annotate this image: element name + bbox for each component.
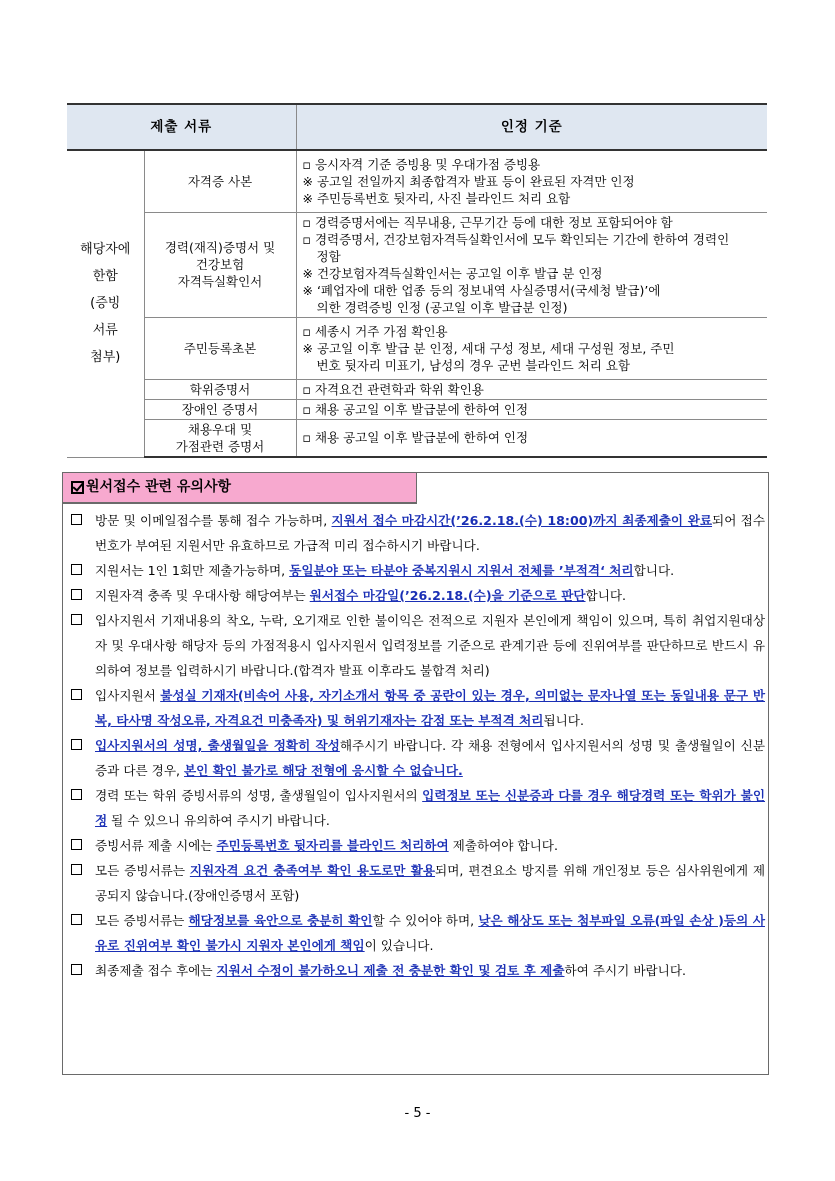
criteria-line: ▫ 자격요건 관련학과 학위 확인용 <box>302 381 484 397</box>
notice-text <box>95 558 765 583</box>
plain-text: 지원서는 1인 1회만 제출가능하며, <box>95 563 290 578</box>
plain-text: 증빙서류 제출 시에는 <box>95 838 217 853</box>
document-name-line: 자격증 사본 <box>187 173 253 189</box>
plain-text: 방문 및 이메일접수를 통해 접수 가능하며, <box>95 513 332 528</box>
notice-text <box>95 508 765 558</box>
plain-text: 합니다. <box>633 563 675 578</box>
highlighted-text: 입사지원서의 성명, 출생월일을 정확히 작성 <box>95 738 340 753</box>
table-row <box>67 150 767 212</box>
document-name-line: 자격득실확인서 <box>177 274 263 289</box>
document-name-line: 주민등록초본 <box>183 340 257 356</box>
table-row <box>67 212 767 317</box>
table-row <box>67 419 767 457</box>
notice-text <box>95 583 765 608</box>
checkbox-icon <box>71 789 82 800</box>
document-name <box>144 419 296 457</box>
criteria-line: ▫ 경력증명서에는 직무내용, 근무기간 등에 대한 정보 포함되어야 함 <box>302 214 673 230</box>
highlighted-text: 해당정보를 육안으로 충분히 확인 <box>188 913 373 928</box>
group-label <box>67 150 144 457</box>
document-name <box>144 399 296 419</box>
criteria-cell <box>296 317 767 379</box>
document-name <box>144 317 296 379</box>
list-item <box>68 908 765 958</box>
checkbox-icon <box>71 864 82 875</box>
plain-text: 될 수 있으니 유의하여 주시기 바랍니다. <box>107 813 330 828</box>
checkbox-icon <box>71 514 82 525</box>
criteria-line: ※ 주민등록번호 뒷자리, 사진 블라인드 처리 요함 <box>302 190 571 206</box>
table-header-row <box>67 104 767 150</box>
plain-text: 되며, 편견요소 방지를 위해 개인정보 등은 심사위원에게 제공되지 않습니다.(장애인증명서 포함) <box>95 863 766 903</box>
notice-text <box>95 908 765 958</box>
document-name <box>144 379 296 399</box>
plain-text: 최종제출 접수 후에는 <box>95 963 217 978</box>
list-item <box>68 583 765 608</box>
plain-text: 제출하여야 합니다. <box>448 838 558 853</box>
criteria-line: ※ 건강보험자격득실확인서는 공고일 이후 발급 분 인정 <box>302 265 603 281</box>
highlighted-text: 지원서 수정이 불가하오니 제출 전 충분한 확인 및 검토 후 제출 <box>216 963 565 978</box>
criteria-cell <box>296 150 767 212</box>
required-documents-table <box>67 103 767 458</box>
highlighted-text: 불성실 기재자(비속어 사용, 자기소개서 항목 중 공란이 있는 경우, 의미없는 문자나열 또는 동일내용 문구 반복, 타사명 작성오류, 자격요건 미충족자) 및 허위기재자는 감점 또는 부적격 처리 <box>95 688 765 728</box>
group-label-line: (증빙 <box>90 296 121 312</box>
table-row <box>67 399 767 419</box>
notice-text <box>95 833 765 858</box>
criteria-line: ※ 공고일 이후 발급 분 인정, 세대 구성 정보, 세대 구성원 정보, 주민 <box>302 340 675 356</box>
checkbox-icon <box>71 689 82 700</box>
notice-text <box>95 683 765 733</box>
criteria-line: 번호 뒷자리 미표기, 남성의 경우 군번 블라인드 처리 요함 <box>316 357 630 373</box>
notice-header <box>62 472 417 504</box>
notice-list <box>68 508 765 983</box>
plain-text: 입사지원서 기재내용의 착오, 누락, 오기재로 인한 불이익은 전적으로 지원자 본인에게 책임이 있으며, 특히 취업지원대상자 및 우대사항 해당자 등의 가점적용시 입사지원서 입력정보를 기준으로 관계기관 등에 진위여부를 판단하므로 반드시 유의하여 정보를 입력하시기 바랍니다.(합격자 발표 이후라도 불합격 처리) <box>95 613 765 678</box>
plain-text: 합니다. <box>585 588 627 603</box>
plain-text: 되어 접수번호가 부여된 지원서만 유효하므로 가급적 미리 접수하시기 바랍니다. <box>95 513 765 553</box>
checkbox-icon <box>71 614 82 625</box>
plain-text: 입사지원서 <box>95 688 161 703</box>
table-row <box>67 379 767 399</box>
list-item <box>68 608 765 683</box>
document-name-line: 채용우대 및 <box>187 421 253 437</box>
group-label-line: 첨부) <box>90 350 121 366</box>
criteria-line: ※ 공고일 전일까지 최종합격자 발표 등이 완료된 자격만 인정 <box>302 173 635 189</box>
group-label-line: 해당자에 <box>80 242 131 258</box>
criteria-line: 정함 <box>316 248 341 264</box>
table-row <box>67 317 767 379</box>
highlighted-text: 낮은 해상도 또는 첨부파일 오류(파일 손상 )등의 사유로 진위여부 확인 불가시 지원자 본인에게 책임 <box>95 913 765 953</box>
header-criteria: 인정 기준 <box>296 104 767 150</box>
notice-text <box>95 733 765 783</box>
notice-title: 원서접수 관련 유의사항 <box>86 479 231 495</box>
criteria-line: ▫ 세종시 거주 가점 확인용 <box>302 323 448 339</box>
plain-text: 이 있습니다. <box>364 938 434 953</box>
criteria-line: ※ ‘폐업자에 대한 업종 등의 정보내역 사실증명서(국세청 발급)’에 <box>302 282 661 298</box>
document-name <box>144 150 296 212</box>
document-name-line: 건강보험 <box>195 257 245 272</box>
checkbox-checked-icon <box>71 481 84 494</box>
page-number: - 5 - <box>404 1106 431 1121</box>
list-item <box>68 683 765 733</box>
checkbox-icon <box>71 564 82 575</box>
group-label-line: 서류 <box>92 323 118 339</box>
plain-text: 모든 증빙서류는 <box>95 913 189 928</box>
document-name-line: 경력(재직)증명서 및 <box>164 240 276 255</box>
highlighted-text: 동일분야 또는 타분야 중복지원시 지원서 전체를 ’부적격‘ 처리 <box>289 563 634 578</box>
checkbox-icon <box>71 964 82 975</box>
plain-text: 하여 주시기 바랍니다. <box>564 963 686 978</box>
plain-text: 경력 또는 학위 증빙서류의 성명, 출생월일이 입사지원서의 <box>95 788 423 803</box>
list-item <box>68 858 765 908</box>
highlighted-text: 지원서 접수 마감시간(’26.2.18.(수) 18:00)까지 최종제출이 완료 <box>331 513 713 528</box>
highlighted-text: 본인 확인 불가로 해당 전형에 응시할 수 없습니다. <box>184 763 463 778</box>
criteria-line: ▫ 채용 공고일 이후 발급분에 한하여 인정 <box>302 430 529 446</box>
plain-text: 해주시기 바랍니다. 각 채용 전형에서 입사지원서의 성명 및 출생월일이 신분증과 다른 경우, <box>95 738 765 778</box>
notice-text <box>95 958 765 983</box>
highlighted-text: 주민등록번호 뒷자리를 블라인드 처리하여 <box>216 838 449 853</box>
criteria-line: ▫ 응시자격 기준 증빙용 및 우대가점 증빙용 <box>302 156 541 172</box>
notice-text <box>95 608 765 683</box>
criteria-line: ▫ 채용 공고일 이후 발급분에 한하여 인정 <box>302 401 529 417</box>
list-item <box>68 558 765 583</box>
highlighted-text: 입력정보 또는 신분증과 다를 경우 해당경력 또는 학위가 불인정 <box>95 788 766 828</box>
checkbox-icon <box>71 839 82 850</box>
document-name-line: 학위증명서 <box>189 381 251 397</box>
criteria-cell <box>296 419 767 457</box>
highlighted-text: 원서접수 마감일(’26.2.18.(수)을 기준으로 판단 <box>309 588 586 603</box>
notice-text <box>95 783 765 833</box>
plain-text: 지원자격 충족 및 우대사항 해당여부는 <box>95 588 310 603</box>
checkbox-icon <box>71 589 82 600</box>
criteria-line: ▫ 경력증명서, 건강보험자격득실확인서에 모두 확인되는 기간에 한하여 경력인 <box>302 231 730 247</box>
document-name-line: 장애인 증명서 <box>181 401 259 417</box>
plain-text: 할 수 있어야 하며, <box>372 913 479 928</box>
list-item <box>68 783 765 833</box>
criteria-cell <box>296 399 767 419</box>
list-item <box>68 958 765 983</box>
criteria-line: 의한 경력증빙 인정 (공고일 이후 발급분 인정) <box>316 299 568 315</box>
list-item <box>68 833 765 858</box>
criteria-cell <box>296 379 767 399</box>
document-name <box>144 212 296 317</box>
header-documents: 제출 서류 <box>67 104 296 150</box>
notice-text <box>95 858 765 908</box>
group-label-line: 한함 <box>92 269 118 285</box>
list-item <box>68 508 765 558</box>
highlighted-text: 지원자격 요건 충족여부 확인 용도로만 활용 <box>189 863 436 878</box>
checkbox-icon <box>71 914 82 925</box>
criteria-cell <box>296 212 767 317</box>
list-item <box>68 733 765 783</box>
document-name-line: 가점관련 증명서 <box>175 438 265 454</box>
plain-text: 모든 증빙서류는 <box>95 863 190 878</box>
checkbox-icon <box>71 739 82 750</box>
plain-text: 됩니다. <box>543 713 584 728</box>
